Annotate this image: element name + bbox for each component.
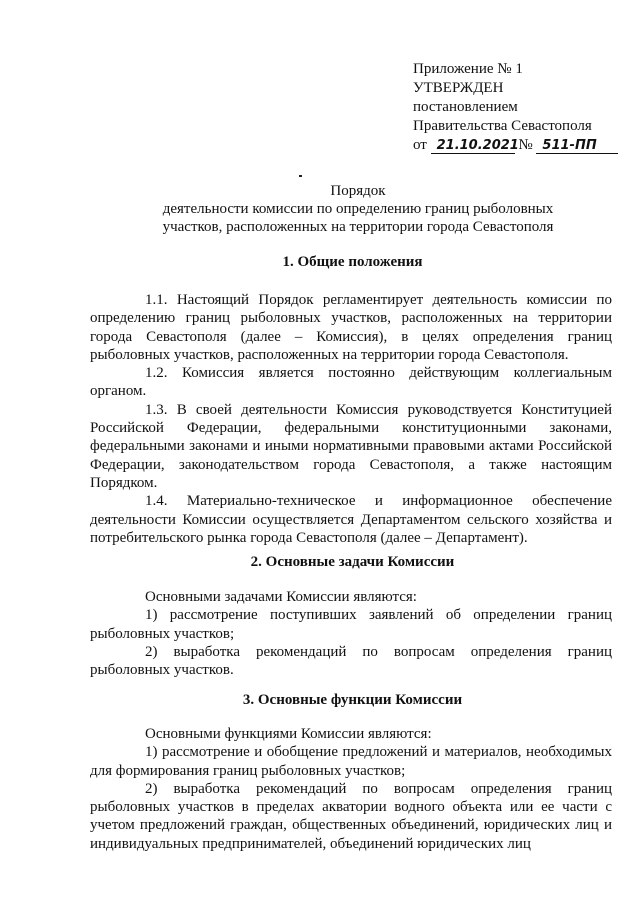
from-label: от: [413, 137, 427, 153]
paragraph-1-2: 1.2. Комиссия является постоянно действующим коллегиальным органом.: [90, 365, 612, 400]
document-title: [108, 182, 608, 236]
section-body-2: [90, 588, 612, 679]
paragraph-1-3: 1.3. В своей деятельности Комиссия руководствуется Конституцией Российской Федерации, федеральными конституционными законами, федеральными законами и иными нормативными правовыми актами Российской Федерации, законодательством города Севастополя, а также настоящим Порядком.: [90, 401, 612, 491]
task-item-1: 1) рассмотрение поступивших заявлений об определении границ рыболовных участков;: [90, 607, 612, 642]
handwritten-date: 21.10.2021: [431, 138, 515, 154]
paragraph-1-1: 1.1. Настоящий Порядок регламентирует деятельность комиссии по определению границ рыболовных участков, расположенных на территории города Севастополя (далее – Комиссия), в целях определения границ рыболовных участков, расположенных на территории города Севастополя.: [90, 292, 612, 363]
functions-intro: Основными функциями Комиссии являются:: [145, 726, 432, 742]
tasks-intro: Основными задачами Комиссии являются:: [145, 589, 417, 605]
section-body-3: [90, 725, 612, 853]
scan-speck: [299, 175, 302, 177]
task-item-2: 2) выработка рекомендаций по вопросам определения границ рыболовных участков.: [90, 643, 612, 679]
section-body-1: [90, 291, 612, 547]
function-item-2: 2) выработка рекомендаций по вопросам определения границ рыболовных участков в пределах акватории водного объекта или ее части с учетом предложений граждан, общественных объединений, юридических лиц и индивидуальных предпринимателей, объединений юридических лиц: [90, 780, 612, 852]
function-item-1: 1) рассмотрение и обобщение предложений и материалов, необходимых для формирования границ рыболовных участков;: [90, 744, 612, 779]
date-number-line: [413, 136, 618, 155]
number-sign: №: [518, 137, 533, 153]
approval-block: [413, 60, 618, 155]
title-line-2: деятельности комиссии по определению границ рыболовных: [162, 201, 554, 217]
handwritten-number: 511-ПП: [536, 138, 618, 154]
title-line-1: Порядок: [330, 183, 386, 199]
resolution-label: постановлением: [413, 99, 518, 115]
government-label: Правительства Севастополя: [413, 118, 592, 134]
paragraph-1-4: 1.4. Материально-техническое и информационное обеспечение деятельности Комиссии осуществляется Департаментом сельского хозяйства и потребительского рынка города Севастополя (далее – Департамент).: [90, 493, 612, 546]
appendix-label: Приложение № 1: [413, 61, 523, 77]
approved-label: УТВЕРЖДЕН: [413, 80, 504, 96]
section-heading-2: 2. Основные задачи Комиссии: [250, 554, 455, 570]
title-line-3: участков, расположенных на территории города Севастополя: [162, 219, 554, 235]
section-heading-3: 3. Основные функции Комиссии: [242, 692, 463, 708]
section-heading-1: 1. Общие положения: [282, 254, 423, 270]
